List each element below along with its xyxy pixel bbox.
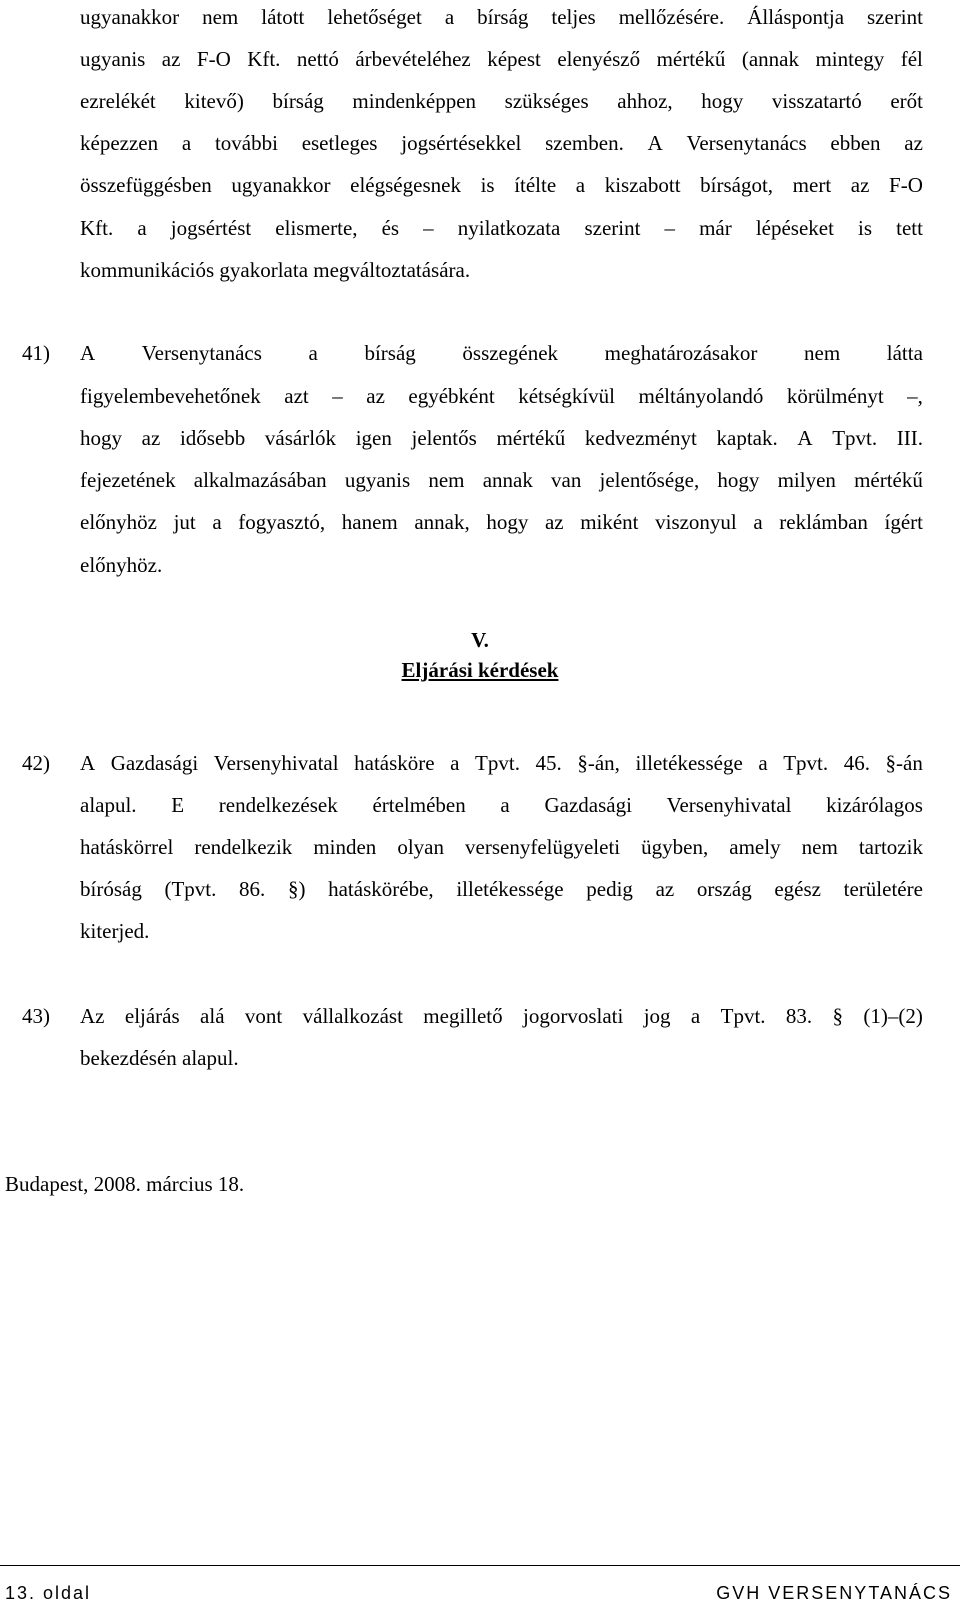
word: §-án, bbox=[577, 751, 620, 775]
word: nem bbox=[801, 835, 838, 859]
word: megillető bbox=[423, 1004, 503, 1028]
word: §-án bbox=[885, 751, 923, 775]
word: elégségesnek bbox=[350, 173, 461, 197]
word: jogsértést bbox=[170, 216, 252, 240]
paragraph-number: 42) bbox=[22, 751, 50, 775]
word: A bbox=[647, 131, 663, 155]
word: egész bbox=[774, 877, 821, 901]
word: ahhoz, bbox=[617, 89, 673, 113]
word: egyébként bbox=[408, 384, 495, 408]
text-line bbox=[80, 837, 923, 858]
word: hogy bbox=[717, 468, 760, 492]
word: vállalkozást bbox=[302, 1004, 403, 1028]
word: hanem bbox=[341, 510, 398, 534]
word: vont bbox=[244, 1004, 283, 1028]
word: Versenyhivatal bbox=[666, 793, 792, 817]
word: ugyanakkor bbox=[80, 5, 180, 29]
word: bírság bbox=[477, 5, 529, 29]
word: miként bbox=[580, 510, 639, 534]
word: szemben. bbox=[545, 131, 624, 155]
text-line bbox=[80, 7, 923, 28]
word: területére bbox=[843, 877, 923, 901]
word: III. bbox=[896, 426, 923, 450]
word: Álláspontja bbox=[747, 5, 845, 29]
word: (Tpvt. bbox=[164, 877, 217, 901]
word: szerint bbox=[584, 216, 641, 240]
word: (annak bbox=[741, 47, 799, 71]
word: A bbox=[80, 751, 96, 775]
word: ugyanis bbox=[80, 47, 146, 71]
word: méltányolandó bbox=[638, 384, 764, 408]
word: a bbox=[181, 131, 192, 155]
word: a bbox=[575, 173, 586, 197]
text-line: kiterjed. bbox=[80, 919, 150, 943]
word: E bbox=[171, 793, 185, 817]
word: nem bbox=[804, 341, 841, 365]
word: a bbox=[212, 510, 222, 534]
word: árbevételéhez bbox=[355, 47, 471, 71]
text-line bbox=[80, 386, 923, 407]
word: eljárás bbox=[124, 1004, 180, 1028]
word: bíróság bbox=[80, 877, 142, 901]
word: ítélte bbox=[514, 173, 557, 197]
word: a bbox=[753, 510, 763, 534]
word: – bbox=[423, 216, 434, 240]
word: kizárólagos bbox=[826, 793, 923, 817]
word: az bbox=[161, 47, 181, 71]
word: kedvezményt bbox=[584, 426, 697, 450]
word: előnyhöz bbox=[80, 510, 157, 534]
place-date: Budapest, 2008. március 18. bbox=[5, 1172, 245, 1196]
word: az bbox=[904, 131, 923, 155]
text-line bbox=[80, 512, 923, 533]
word: képezzen bbox=[80, 131, 159, 155]
word: az bbox=[655, 877, 675, 901]
text-line: bekezdésén alapul. bbox=[80, 1046, 239, 1070]
word: – bbox=[664, 216, 676, 240]
word: ígért bbox=[884, 510, 923, 534]
word: hatáskörébe, bbox=[328, 877, 434, 901]
text-line bbox=[80, 49, 923, 70]
word: hogy bbox=[701, 89, 744, 113]
word: lehetőséget bbox=[327, 5, 422, 29]
word: figyelembevehetőnek bbox=[80, 384, 261, 408]
word: amely bbox=[729, 835, 781, 859]
word: §) bbox=[287, 877, 306, 901]
word: ebben bbox=[830, 131, 881, 155]
word: már bbox=[699, 216, 732, 240]
word: Kft. bbox=[80, 216, 114, 240]
word: alapul. bbox=[80, 793, 137, 817]
word: ugyanakkor bbox=[231, 173, 331, 197]
word: alkalmazásában bbox=[193, 468, 327, 492]
word: az bbox=[366, 384, 385, 408]
word: körülményt bbox=[786, 384, 884, 408]
word: fogyasztó, bbox=[238, 510, 326, 534]
word: bírságot, bbox=[700, 173, 774, 197]
word: hatáskörrel bbox=[80, 835, 174, 859]
word: Tpvt. bbox=[783, 751, 829, 775]
text-line bbox=[80, 218, 923, 239]
word: F-O bbox=[889, 173, 923, 197]
word: az bbox=[544, 510, 564, 534]
word: mellőzésére. bbox=[618, 5, 725, 29]
word: Tpvt. bbox=[832, 426, 878, 450]
word: mértékű bbox=[854, 468, 923, 492]
text-line bbox=[80, 795, 923, 816]
section-title: Eljárási kérdések bbox=[401, 658, 559, 682]
word: bírság bbox=[364, 341, 416, 365]
word: a bbox=[308, 341, 318, 365]
word: hogy bbox=[486, 510, 529, 534]
word: összefüggésben bbox=[80, 173, 212, 197]
word: Versenyhivatal bbox=[213, 751, 339, 775]
word: ügyben, bbox=[641, 835, 709, 859]
text-line bbox=[80, 343, 923, 364]
word: igen bbox=[355, 426, 392, 450]
word: szükséges bbox=[504, 89, 589, 113]
word: hatásköre bbox=[354, 751, 435, 775]
word: rendelkezések bbox=[218, 793, 338, 817]
word: –, bbox=[907, 384, 923, 408]
word: mértékű bbox=[656, 47, 726, 71]
word: jut bbox=[173, 510, 196, 534]
word: Tpvt. bbox=[720, 1004, 766, 1028]
word: nettó bbox=[296, 47, 339, 71]
word: 45. bbox=[535, 751, 562, 775]
word: reklámban bbox=[779, 510, 868, 534]
word: olyan bbox=[397, 835, 444, 859]
text-line bbox=[80, 753, 923, 774]
word: is bbox=[858, 216, 873, 240]
word: is bbox=[480, 173, 495, 197]
word: A bbox=[80, 341, 96, 365]
word: lépéseket bbox=[755, 216, 834, 240]
word: jogsértésekkel bbox=[401, 131, 522, 155]
word: ezrelékét bbox=[80, 89, 156, 113]
word: jelentős bbox=[411, 426, 477, 450]
word: összegének bbox=[462, 341, 559, 365]
word: Tpvt. bbox=[475, 751, 520, 775]
word: minden bbox=[313, 835, 377, 859]
footer-divider bbox=[0, 1565, 960, 1566]
text-line bbox=[80, 1006, 923, 1027]
word: 46. bbox=[843, 751, 870, 775]
word: az bbox=[141, 426, 161, 450]
word: (1)–(2) bbox=[863, 1004, 923, 1028]
word: jog bbox=[643, 1004, 671, 1028]
word: mértékű bbox=[496, 426, 566, 450]
word: elenyésző bbox=[557, 47, 641, 71]
word: 86. bbox=[239, 877, 266, 901]
section-number: V. bbox=[471, 628, 489, 652]
word: pedig bbox=[586, 877, 633, 901]
text-line bbox=[80, 470, 923, 491]
word: további bbox=[214, 131, 278, 155]
word: tett bbox=[896, 216, 923, 240]
paragraph-number: 43) bbox=[22, 1004, 50, 1028]
word: esetleges bbox=[301, 131, 378, 155]
word: viszonyul bbox=[655, 510, 737, 534]
word: a bbox=[500, 793, 510, 817]
word: értelmében bbox=[372, 793, 466, 817]
word: kitevő) bbox=[184, 89, 244, 113]
word: nyilatkozata bbox=[457, 216, 561, 240]
word: szerint bbox=[867, 5, 923, 29]
word: nem bbox=[202, 5, 239, 29]
word: jelentősége, bbox=[599, 468, 700, 492]
word: Versenytanács bbox=[141, 341, 262, 365]
word: – bbox=[332, 384, 343, 408]
word: fél bbox=[900, 47, 923, 71]
word: a bbox=[137, 216, 147, 240]
text-line bbox=[80, 428, 923, 449]
footer-page-number: 13. oldal bbox=[5, 1583, 92, 1603]
word: idősebb bbox=[179, 426, 246, 450]
word: hogy bbox=[80, 426, 122, 450]
word: alá bbox=[200, 1004, 225, 1028]
word: 83. bbox=[785, 1004, 813, 1028]
word: jogorvoslati bbox=[523, 1004, 624, 1028]
word: annak bbox=[482, 468, 533, 492]
word: látta bbox=[886, 341, 923, 365]
word: rendelkezik bbox=[194, 835, 293, 859]
word: azt bbox=[284, 384, 309, 408]
word: Gazdasági bbox=[544, 793, 632, 817]
word: vásárlók bbox=[264, 426, 337, 450]
word: a bbox=[450, 751, 460, 775]
word: ugyanis bbox=[344, 468, 411, 492]
word: elismerte, bbox=[275, 216, 358, 240]
word: fejezetének bbox=[80, 468, 176, 492]
text-line bbox=[80, 133, 923, 154]
word: és bbox=[381, 216, 400, 240]
word: mintegy bbox=[815, 47, 885, 71]
word: kiszabott bbox=[604, 173, 681, 197]
word: Versenytanács bbox=[686, 131, 807, 155]
word: van bbox=[551, 468, 582, 492]
word: mert bbox=[792, 173, 832, 197]
word: Gazdasági bbox=[110, 751, 199, 775]
text-line bbox=[80, 175, 923, 196]
word: meghatározásakor bbox=[604, 341, 758, 365]
word: nem bbox=[428, 468, 465, 492]
word: a bbox=[690, 1004, 701, 1028]
word: versenyfelügyeleti bbox=[465, 835, 621, 859]
text-line: kommunikációs gyakorlata megváltoztatására. bbox=[80, 258, 471, 282]
text-line: előnyhöz. bbox=[80, 553, 163, 577]
word: az bbox=[850, 173, 870, 197]
word: erőt bbox=[890, 89, 923, 113]
word: visszatartó bbox=[771, 89, 862, 113]
word: a bbox=[444, 5, 455, 29]
word: ország bbox=[696, 877, 752, 901]
word: képest bbox=[487, 47, 541, 71]
word: bírság bbox=[272, 89, 324, 113]
word: illetékessége bbox=[456, 877, 564, 901]
word: kaptak. bbox=[716, 426, 778, 450]
text-line bbox=[80, 879, 923, 900]
word: látott bbox=[261, 5, 305, 29]
word: teljes bbox=[551, 5, 596, 29]
word: mindenképpen bbox=[352, 89, 477, 113]
word: A bbox=[797, 426, 813, 450]
word: Kft. bbox=[247, 47, 281, 71]
word: a bbox=[758, 751, 768, 775]
word: illetékessége bbox=[635, 751, 743, 775]
word: § bbox=[832, 1004, 844, 1028]
footer-organization: GVH VERSENYTANÁCS bbox=[716, 1583, 952, 1603]
text-line bbox=[80, 91, 923, 112]
paragraph-number: 41) bbox=[22, 341, 50, 365]
word: tartozik bbox=[858, 835, 923, 859]
word: kétségkívül bbox=[518, 384, 616, 408]
word: F-O bbox=[196, 47, 231, 71]
word: annak, bbox=[414, 510, 470, 534]
word: milyen bbox=[777, 468, 836, 492]
word: Az bbox=[80, 1004, 105, 1028]
